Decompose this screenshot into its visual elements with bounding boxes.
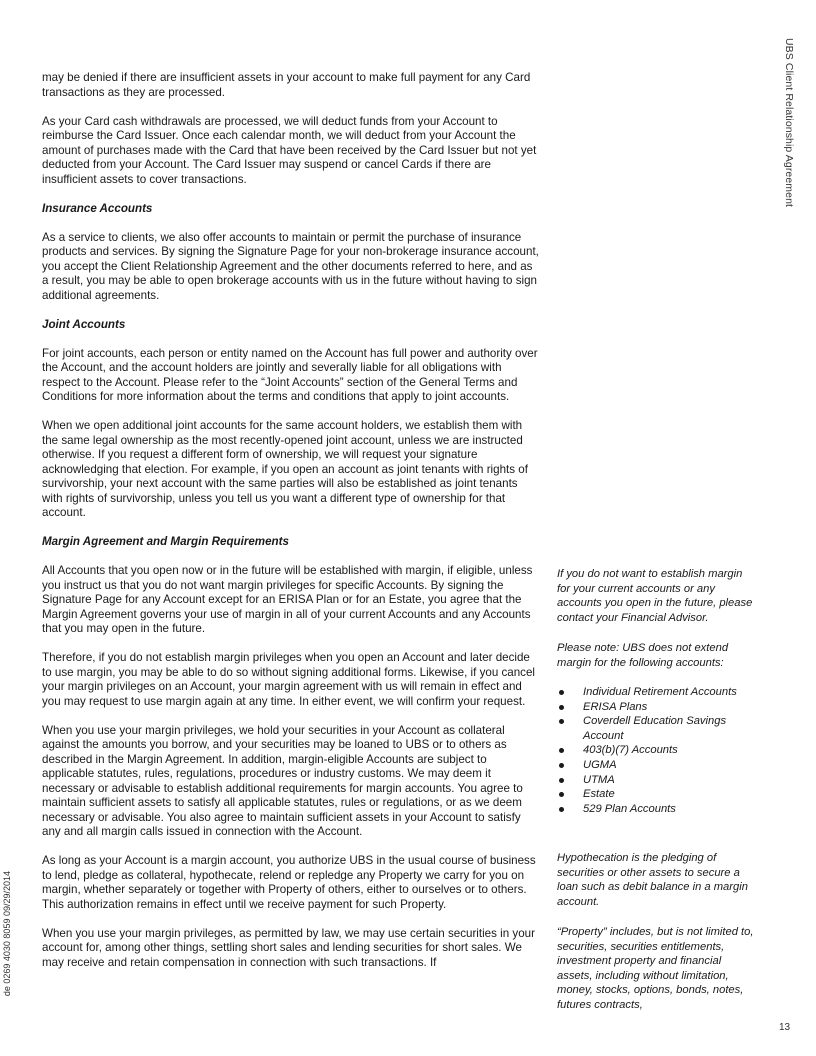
joint-paragraph-2: When we open additional joint accounts for the same account holders, we establish them with the same legal ownership as the most recently-opened joint account, unless we are instructed otherwise. If you request a different form of ownership, we will request your signature acknowledging that election. For example, if you open an account as joint tenants with rights of survivorship, your next account with the same parties will also be established as joint tenants with rights of survivorship, unless you tell us you want a different type of ownership for that account. (42, 419, 528, 519)
main-body (42, 71, 540, 985)
page-number: 13 (779, 1022, 791, 1033)
margin-paragraph-1: All Accounts that you open now or in the future will be established with margin, if eligible, unless you instruct us that you do not want margin privileges for specific Accounts. By signing the Signature Page for any Account except for an ERISA Plan or for an Estate, you agree that the Margin Agreement governs your use of margin in all of your current Accounts and any Accounts that you may open in the future. (42, 564, 533, 635)
list-item: UGMA (557, 758, 757, 773)
margin-paragraph-2: Therefore, if you do not establish margin privileges when you open an Account and later decide to use margin, you may be able to do so without signing additional forms. Likewise, if you cancel your margin privileges on an Account, your margin agreement with us will remain in effect and you may request to use margin again at any time. In either event, we will confirm your request. (42, 651, 536, 708)
margin-heading: Margin Agreement and Margin Requirements (42, 535, 289, 548)
sidebar-note-no-margin: Please note: UBS does not extend margin for the following accounts: (557, 642, 729, 669)
running-header-title: UBS Client Relationship Agreement (783, 38, 795, 208)
sidebar-note-property: “Property” includes, but is not limited to, securities, securities entitlements, investment property and financial assets, including without limitation, money, stocks, options, bonds, notes, futures contracts, (557, 926, 754, 1011)
sidebar-note-margin-opt-out: If you do not want to establish margin for your current accounts or any accounts you open in the future, please contact your Financial Advisor. (557, 568, 753, 624)
list-item: ERISA Plans (557, 700, 757, 715)
sidebar-account-list (557, 685, 757, 816)
list-item: Coverdell Education Savings Account (557, 714, 757, 743)
insurance-paragraph: As a service to clients, we also offer accounts to maintain or permit the purchase of insurance products and services. By signing the Signature Page for your non-brokerage insurance account, you accept the Client Relationship Agreement and the other documents referred to here, and as a result, you may be able to open brokerage accounts with us in the future without having to sign additional agreements. (42, 230, 539, 302)
margin-paragraph-4: As long as your Account is a margin account, you authorize UBS in the usual course of business to lend, pledge as collateral, hypothecate, relend or repledge any Property we carry for you on margin, whether separately or together with Property of others, either to ourselves or to others. This authorization remains in effect until we receive payment for such Property. (42, 854, 536, 911)
document-code: de 0269 4030 8059 09/29/2014 (2, 871, 12, 997)
margin-paragraph-3: When you use your margin privileges, we hold your securities in your Account as collateral against the amounts you borrow, and your securities may be loaned to UBS or to others as described in the Margin Agreement. In addition, margin-eligible Accounts are subject to applicable statutes, rules, regulations, procedures or industry customs. We may deem it necessary or advisable to establish additional requirements for margin accounts. You agree to maintain sufficient assets to satisfy all applicable statutes, rules or regulations, or as we deem necessary or advisable. You also agree to maintain sufficient assets in your Account to satisfy any and all margin calls issued in connection with the Account. (42, 723, 523, 838)
list-item: UTMA (557, 773, 757, 788)
list-item: Individual Retirement Accounts (557, 685, 757, 700)
list-item: Estate (557, 787, 757, 802)
sidebar-note-hypothecation: Hypothecation is the pledging of securities or other assets to secure a loan such as debit balance in a margin account. (557, 852, 748, 908)
insurance-accounts-heading: Insurance Accounts (42, 201, 153, 215)
card-paragraph-2: As your Card cash withdrawals are processed, we will deduct funds from your Account to reimburse the Card Issuer. Once each calendar month, we will deduct from your Account the amount of purchases made with the Card that have been received by the Card Issuer but not yet deducted from your Account. The Card Issuer may suspend or cancel Cards if there are insufficient assets to cover transactions. (42, 114, 537, 186)
list-item: 529 Plan Accounts (557, 802, 757, 817)
card-paragraph-1: may be denied if there are insufficient assets in your account to make full payment for any Card transactions as they are processed. (42, 71, 531, 99)
joint-paragraph-1: For joint accounts, each person or entity named on the Account has full power and authority over the Account, and the account holders are jointly and severally liable for all obligations with respect to the Account. Please refer to the “Joint Accounts” section of the General Terms and Conditions for more information about the terms and conditions that apply to joint accounts. (42, 346, 538, 403)
margin-paragraph-5: When you use your margin privileges, as permitted by law, we may use certain securities in your account for, among other things, settling short sales and lending securities for short sales. We may receive and retain compensation in connection with such transactions. If (42, 926, 535, 969)
joint-accounts-heading: Joint Accounts (42, 317, 126, 331)
list-item: 403(b)(7) Accounts (557, 743, 757, 758)
